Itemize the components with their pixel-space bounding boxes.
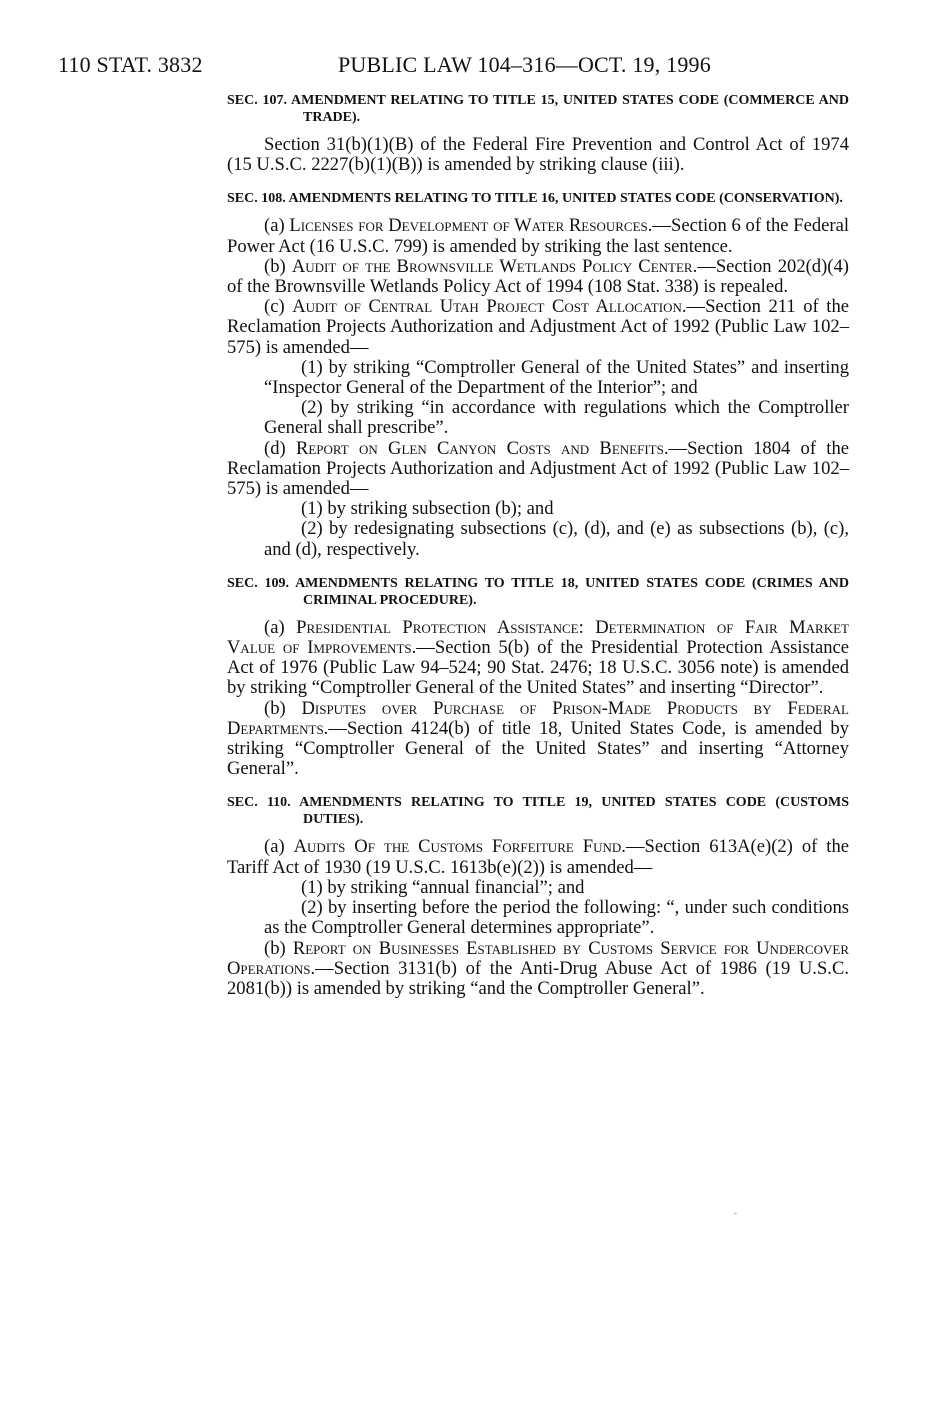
section-heading	[227, 575, 849, 609]
paragraph-text: (1) by striking “Comptroller General of the United States” and inserting “Inspector General of the Department of the Interior”; and	[264, 356, 849, 399]
subsection-text: Section 613A(e)(2) of the Tariff Act of 1930 (19 U.S.C. 1613b(e)(2)) is amended—	[227, 836, 849, 878]
clause-paragraph	[264, 878, 849, 898]
paragraph-text: (1) by striking subsection (b); and	[301, 498, 554, 520]
subsection-text: Section 211 of the Reclamation Projects Authorization and Adjustment Act of 1992 (Public Law 102–575) is amended—	[227, 296, 849, 358]
section-block	[227, 794, 849, 999]
subsection-caption: Audit of the Brownsville Wetlands Policy Center.—	[291, 255, 716, 277]
subsection-caption: Report on Glen Canyon Costs and Benefits.—	[295, 437, 688, 459]
section-block	[227, 575, 849, 780]
section-heading	[227, 794, 849, 828]
section-heading	[227, 92, 849, 126]
subsection-paragraph	[227, 699, 849, 780]
section-number: SEC. 110.	[227, 795, 291, 811]
paragraph-text: (2) by inserting before the period the following: “, under such conditions as the Comptroller General determines appropriate”.	[264, 897, 849, 939]
paragraph-text: (2) by redesignating subsections (c), (d), and (e) as subsections (b), (c), and (d), respectively.	[264, 518, 849, 560]
subsection-text: Section 3131(b) of the Anti-Drug Abuse Act of 1986 (19 U.S.C. 2081(b)) is amended by striking “and the Comptroller General”.	[227, 957, 849, 999]
subsection-paragraph	[227, 939, 849, 1000]
subsection-paragraph	[227, 837, 849, 877]
section-heading	[227, 190, 849, 207]
subsection-paragraph	[227, 439, 849, 500]
subsection-paragraph	[227, 297, 849, 358]
subsection-label: (b)	[264, 255, 286, 277]
clause-paragraph	[264, 398, 849, 438]
subsection-label: (a)	[264, 215, 285, 237]
subsection-text: Section 5(b) of the Presidential Protection Assistance Act of 1976 (Public Law 94–524; 90 Stat. 2476; 18 U.S.C. 3056 note) is amended by striking “Comptroller General of the United States” and inserting “Director”.	[227, 637, 850, 699]
subsection-caption: Disputes over Purchase of Prison-Made Products by Federal Departments.—	[227, 697, 849, 739]
subsection-caption: Report on Businesses Established by Customs Service for Undercover Operations.—	[227, 937, 849, 979]
section-number: SEC. 108.	[227, 191, 286, 207]
subsection-label: (b)	[264, 937, 286, 959]
subsection-text: Section 4124(b) of title 18, United States Code, is amended by striking “Comptroller General of the United States” and inserting “Attorney General”.	[227, 717, 849, 780]
section-title: AMENDMENTS RELATING TO TITLE 18, UNITED STATES CODE (CRIMES AND CRIMINAL PROCEDURE).	[295, 575, 850, 608]
section-title: AMENDMENT RELATING TO TITLE 15, UNITED STATES CODE (COMMERCE AND TRADE).	[291, 93, 849, 125]
section-title: AMENDMENTS RELATING TO TITLE 19, UNITED STATES CODE (CUSTOMS DUTIES).	[299, 795, 849, 828]
subsection-paragraph	[227, 257, 849, 297]
clause-paragraph	[264, 519, 849, 559]
stat-citation: 110 STAT. 3832	[58, 52, 203, 77]
section-number: SEC. 107.	[227, 93, 287, 108]
subsection-text: Section 6 of the Federal Power Act (16 U.S.C. 799) is amended by striking the last sentence.	[227, 215, 849, 257]
subsection-text: Section 1804 of the Reclamation Projects Authorization and Adjustment Act of 1992 (Public Law 102–575) is amended—	[227, 437, 850, 500]
subsection-label: (c)	[264, 296, 285, 318]
subsection-label: (b)	[264, 697, 286, 719]
section-paragraph	[227, 135, 849, 175]
subsection-caption: Presidential Protection Assistance: Determination of Fair Market Value of Improvements.—	[227, 616, 849, 659]
clause-paragraph	[264, 358, 849, 398]
section-number: SEC. 109.	[227, 575, 290, 591]
paragraph-text: (2) by striking “in accordance with regulations which the Comptroller General shall prescribe”.	[264, 397, 849, 439]
paragraph-text: (1) by striking “annual financial”; and	[301, 876, 585, 898]
scan-speck	[734, 1212, 737, 1215]
subsection-text: Section 202(d)(4) of the Brownsville Wetlands Policy Act of 1994 (108 Stat. 338) is repealed.	[227, 255, 849, 298]
subsection-label: (a)	[264, 836, 285, 858]
clause-paragraph	[264, 499, 849, 519]
section-title: AMENDMENTS RELATING TO TITLE 16, UNITED STATES CODE (CONSERVATION).	[288, 191, 843, 207]
subsection-caption: Audits Of the Customs Forfeiture Fund.—	[293, 836, 645, 858]
clause-paragraph	[264, 898, 849, 938]
subsection-label: (a)	[264, 616, 285, 638]
subsection-paragraph	[227, 618, 849, 699]
paragraph-text: Section 31(b)(1)(B) of the Federal Fire Prevention and Control Act of 1974 (15 U.S.C. 2227(b)(1)(B)) is amended by striking clause (iii).	[227, 134, 849, 176]
subsection-paragraph	[227, 216, 849, 256]
section-block	[227, 190, 849, 559]
subsection-caption: Licenses for Development of Water Resources.—	[289, 215, 671, 237]
statute-body	[227, 92, 849, 999]
public-law-title: PUBLIC LAW 104–316—OCT. 19, 1996	[338, 52, 711, 77]
section-block	[227, 92, 849, 175]
subsection-caption: Audit of Central Utah Project Cost Allocation.—	[292, 296, 706, 318]
subsection-label: (d)	[264, 437, 286, 459]
